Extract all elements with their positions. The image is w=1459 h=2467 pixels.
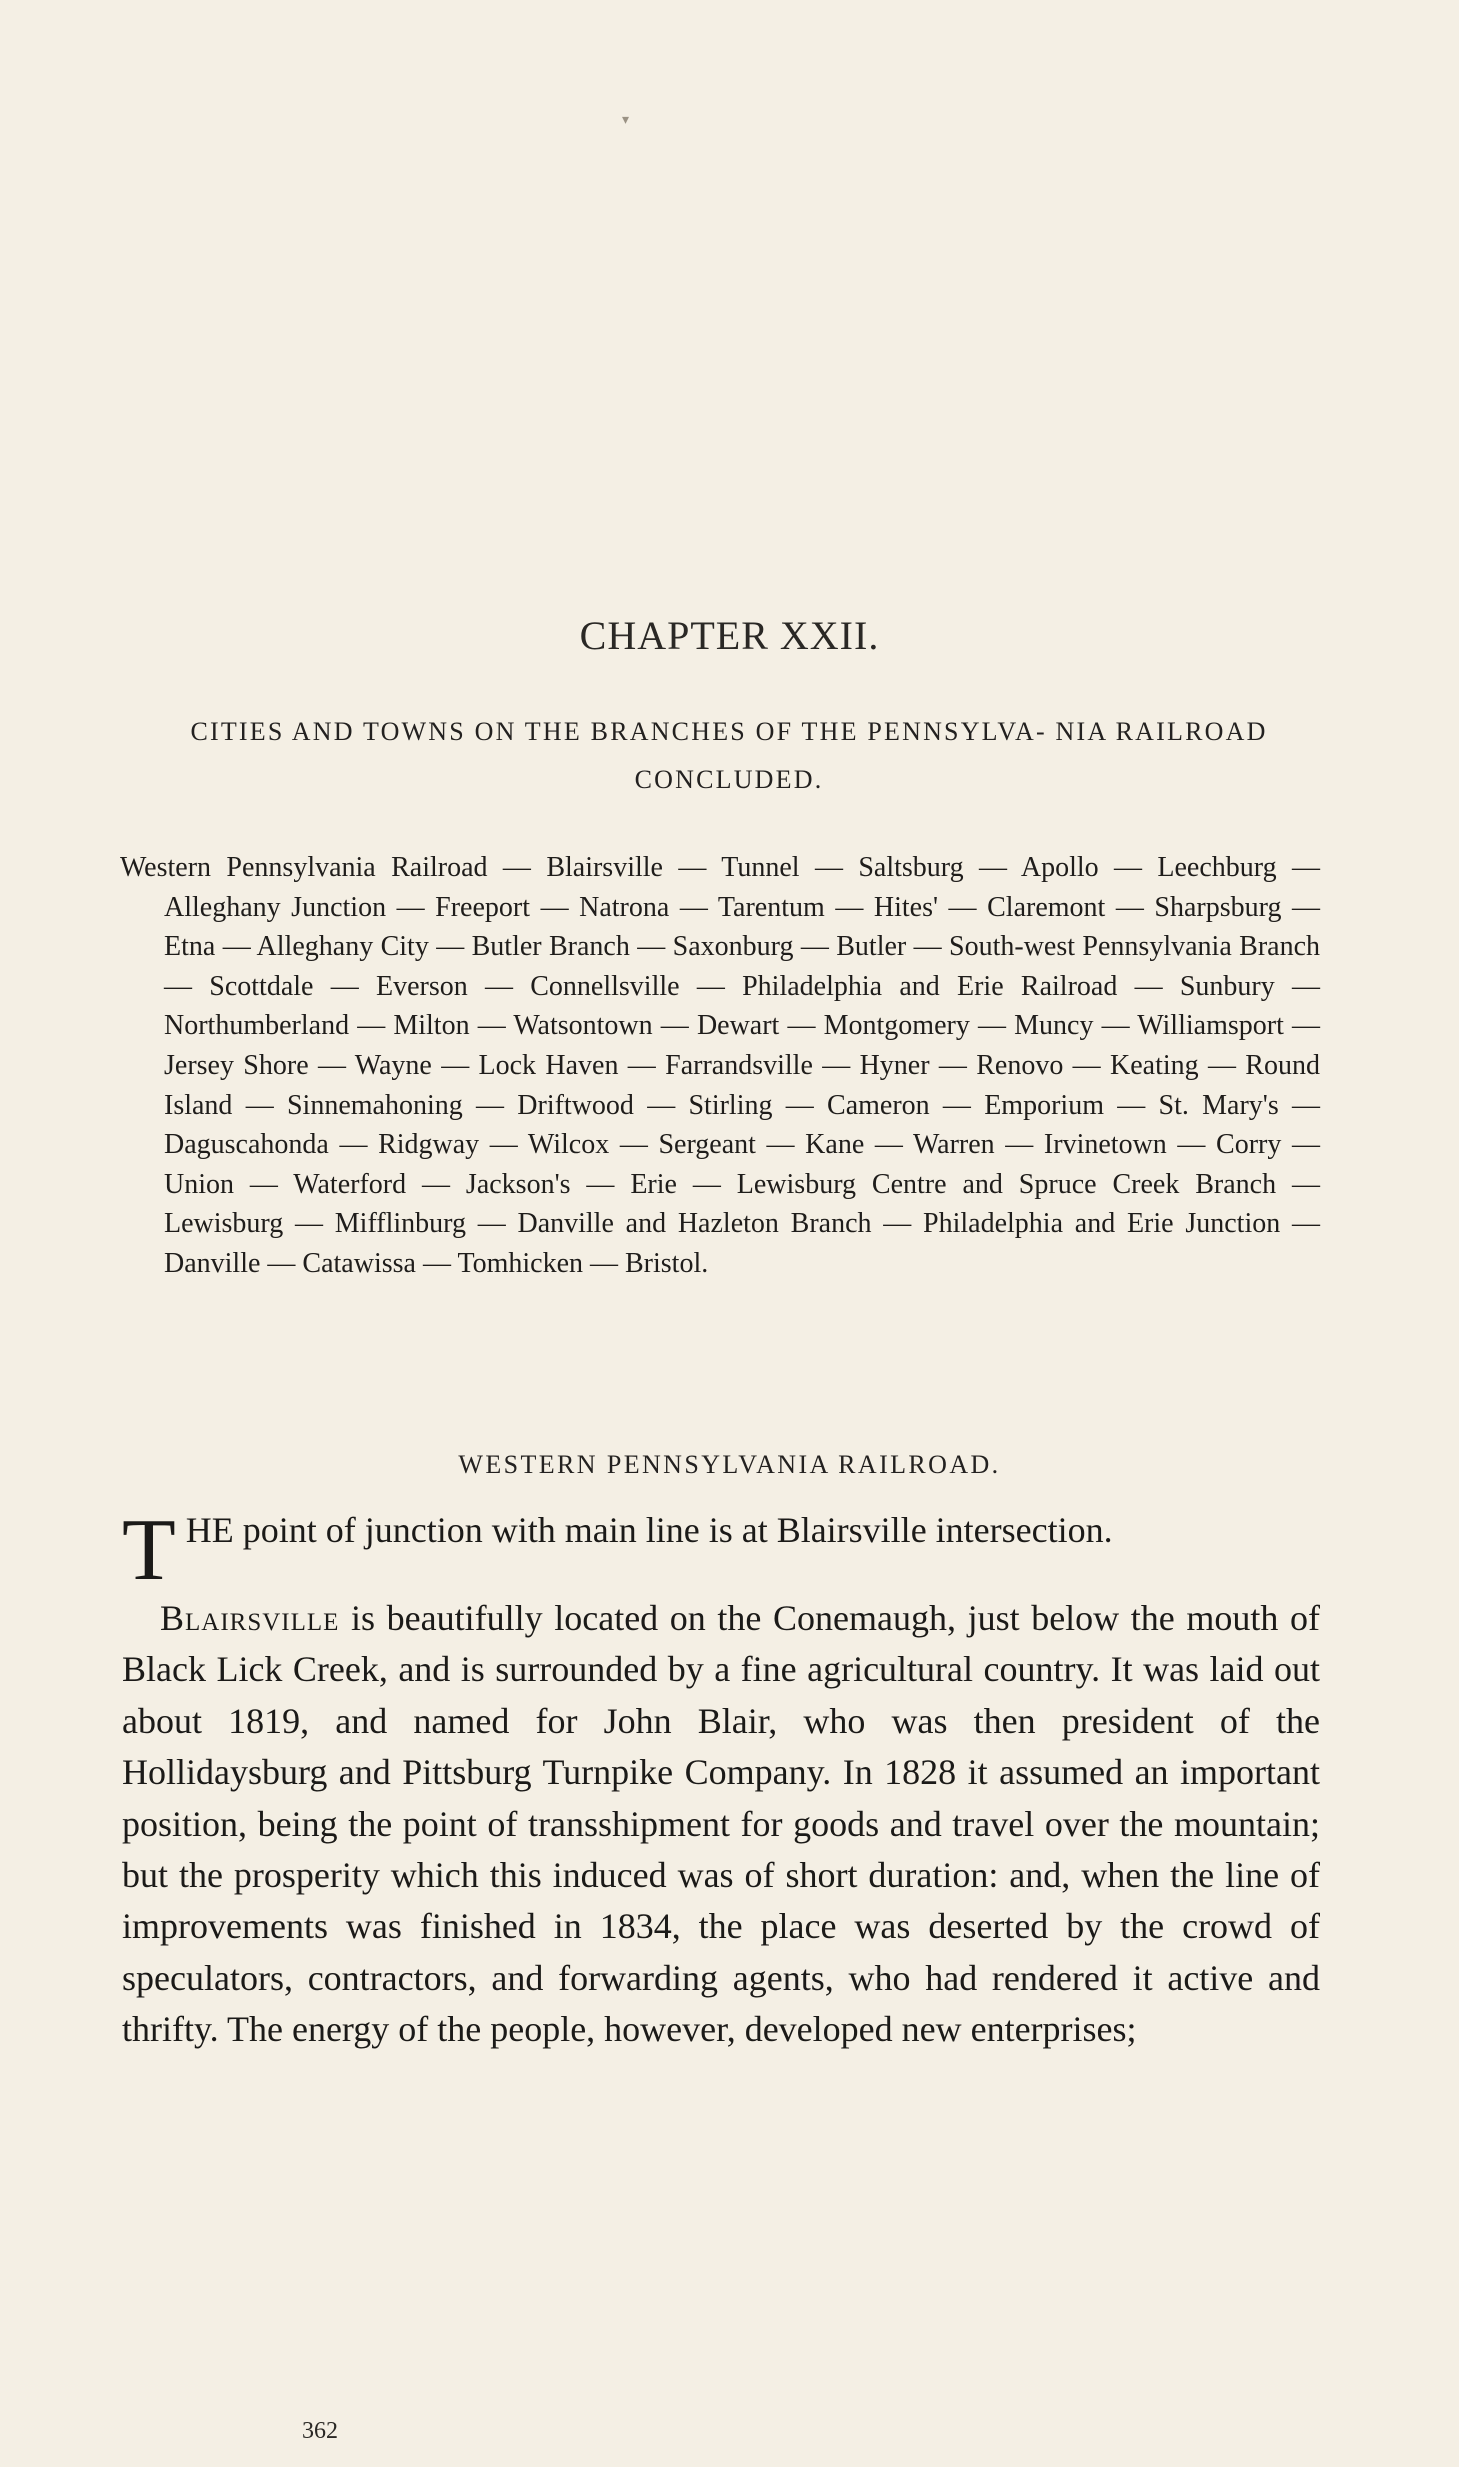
first-paragraph-text: HE point of junction with main line is at Blairsville intersection.	[185, 1510, 1113, 1550]
body-text	[122, 1502, 1320, 2056]
drop-cap: T	[122, 1502, 176, 1599]
chapter-title: CHAPTER XXII.	[579, 613, 880, 658]
first-paragraph	[122, 1502, 1320, 1599]
page-number: 362	[302, 2418, 338, 2444]
section-heading: WESTERN PENNSYLVANIA RAILROAD.	[458, 1450, 1001, 1479]
chapter-subtitle: CITIES AND TOWNS ON THE BRANCHES OF THE PENNSYLVA- NIA RAILROAD CONCLUDED.	[190, 717, 1268, 794]
second-paragraph	[122, 1591, 1320, 2056]
place-name-blairsville: Blairsville	[160, 1598, 340, 1638]
stray-mark: ▾	[622, 112, 630, 128]
chapter-summary: Western Pennsylvania Railroad — Blairsville — Tunnel — Saltsburg — Apollo — Leechburg — Alleghany Junction — Freeport — Natrona — Tarentum — Hites' — Claremont — Sharpsburg — Etna — Alleghany City — Butler Branch — Saxonburg — Butler — South-west Pennsylvania Branch — Scottdale — Everson — Connellsville — Philadelphia and Erie Railroad — Sunbury — Northumberland — Milton — Watsontown — Dewart — Montgomery — Muncy — Williamsport — Jersey Shore — Wayne — Lock Haven — Farrandsville — Hyner — Renovo — Keating — Round Island — Sinnemahoning — Driftwood — Stirling — Cameron — Emporium — St. Mary's — Daguscahonda — Ridgway — Wilcox — Sergeant — Kane — Warren — Irvinetown — Corry — Union — Waterford — Jackson's — Erie — Lewisburg Centre and Spruce Creek Branch — Lewisburg — Mifflinburg — Danville and Hazleton Branch — Philadelphia and Erie Junction — Danville — Catawissa — Tomhicken — Bristol.	[120, 852, 1320, 1279]
second-paragraph-text: is beautifully located on the Conemaugh, just below the mouth of Black Lick Creek, and is surrounded by a fine agricultural country. It was laid out about 1819, and named for John Blair, who was then president of the Hollidaysburg and Pittsburg Turnpike Company. In 1828 it assumed an important position, being the point of transshipment for goods and travel over the mountain; but the prosperity which this induced was of short duration: and, when the line of improvements was finished in 1834, the place was deserted by the crowd of speculators, contractors, and forwarding agents, who had rendered it active and thrifty. The energy of the people, however, developed new enterprises;	[122, 1598, 1320, 2050]
